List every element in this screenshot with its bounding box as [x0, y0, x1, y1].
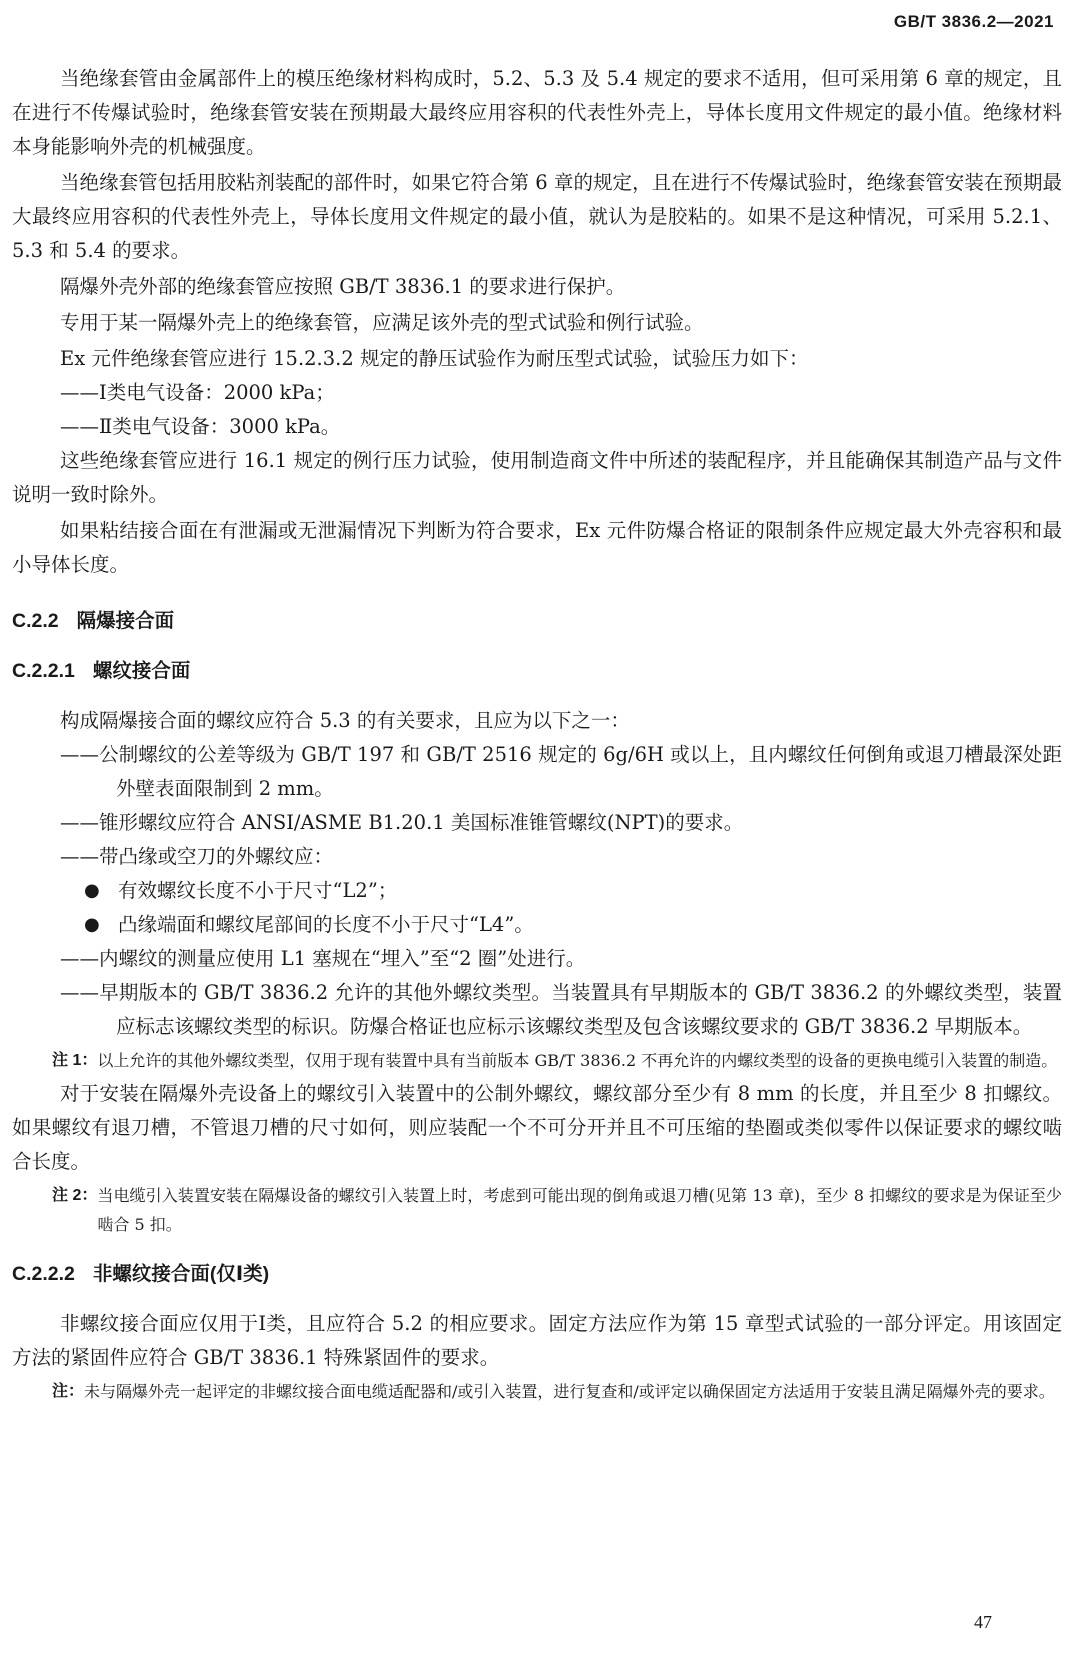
section-heading-c222: [12, 604, 1062, 638]
note-label: 注 2：: [52, 1187, 98, 1204]
section-heading-c2222: [12, 1257, 1062, 1291]
paragraph: 如果粘结接合面在有泄漏或无泄漏情况下判断为符合要求，Ex 元件防爆合格证的限制条件应规定最大外壳容积和最小导体长度。: [12, 519, 1062, 576]
note-label: 注 1：: [52, 1052, 98, 1069]
dash-list-item: ——内螺纹的测量应使用 L1 塞规在“埋入”至“2 圈”处进行。: [60, 947, 586, 970]
paragraph: Ex 元件绝缘套管应进行 15.2.3.2 规定的静压试验作为耐压型式试验，试验压力如下：: [60, 347, 809, 370]
standard-id-header: GB/T 3836.2—2021: [893, 12, 1054, 31]
dash-list-item: ——Ⅰ类电气设备：2000 kPa；: [60, 381, 335, 404]
paragraph: 当绝缘套管由金属部件上的模压绝缘材料构成时，5.2、5.3 及 5.4 规定的要求不适用，但可采用第 6 章的规定，且在进行不传爆试验时，绝缘套管安装在预期最大最终应用容积的代表性外壳上，导体长度用文件规定的最小值。绝缘材料本身能影响外壳的机械强度。: [12, 67, 1062, 158]
section-number: C.2.2: [12, 610, 59, 632]
bullet-text: 凸缘端面和螺纹尾部间的长度不小于尺寸“L4”。: [118, 913, 534, 936]
bullet-text: 有效螺纹长度不小于尺寸“L2”；: [118, 879, 398, 902]
section-number: C.2.2.2: [12, 1263, 75, 1285]
bullet-icon: ●: [84, 914, 100, 935]
paragraph: 当绝缘套管包括用胶粘剂装配的部件时，如果它符合第 6 章的规定，且在进行不传爆试验时，绝缘套管安装在预期最大最终应用容积的代表性外壳上，导体长度用文件规定的最小值，就认为是胶粘的。如果不是这种情况，可采用 5.2.1、5.3 和 5.4 的要求。: [12, 171, 1062, 262]
paragraph: 专用于某一隔爆外壳上的绝缘套管，应满足该外壳的型式试验和例行试验。: [60, 311, 704, 334]
paragraph: 这些绝缘套管应进行 16.1 规定的例行压力试验，使用制造商文件中所述的装配程序，并且能确保其制造产品与文件说明一致时除外。: [12, 449, 1062, 506]
document-body: [12, 62, 1062, 1408]
note-label: 注：: [52, 1383, 85, 1400]
note: [52, 1377, 1062, 1406]
section-title: 非螺纹接合面(仅Ⅰ类): [92, 1263, 270, 1285]
dash-list-item: ——带凸缘或空刀的外螺纹应：: [60, 845, 334, 868]
bullet-list-item: [12, 908, 1062, 942]
dash-list-item: ——公制螺纹的公差等级为 GB/T 197 和 GB/T 2516 规定的 6g/6H 或以上，且内螺纹任何倒角或退刀槽最深处距外壁表面限制到 2 mm。: [60, 743, 1062, 800]
note-text: 当电缆引入装置安装在隔爆设备的螺纹引入装置上时，考虑到可能出现的倒角或退刀槽(见第 13 章)，至少 8 扣螺纹的要求是为保证至少啮合 5 扣。: [97, 1186, 1062, 1234]
note-text: 以上允许的其他外螺纹类型，仅用于现有装置中具有当前版本 GB/T 3836.2 不再允许的内螺纹类型的设备的更换电缆引入装置的制造。: [97, 1051, 1058, 1070]
note-2: [52, 1181, 1062, 1239]
dash-list-item: ——早期版本的 GB/T 3836.2 允许的其他外螺纹类型。当装置具有早期版本的 GB/T 3836.2 的外螺纹类型，装置应标志该螺纹类型的标识。防爆合格证也应标示该螺纹类型及包含该螺纹要求的 GB/T 3836.2 早期版本。: [60, 981, 1062, 1038]
paragraph: 对于安装在隔爆外壳设备上的螺纹引入装置中的公制外螺纹，螺纹部分至少有 8 mm 的长度，并且至少 8 扣螺纹。如果螺纹有退刀槽，不管退刀槽的尺寸如何，则应装配一个不可分开并且不可压缩的垫圈或类似零件以保证要求的螺纹啮合长度。: [12, 1082, 1062, 1173]
bullet-list-item: [12, 874, 1062, 908]
section-heading-c2221: [12, 654, 1062, 688]
section-number: C.2.2.1: [12, 660, 75, 682]
note-text: 未与隔爆外壳一起评定的非螺纹接合面电缆适配器和/或引入装置，进行复查和/或评定以确保固定方法适用于安装且满足隔爆外壳的要求。: [84, 1382, 1055, 1401]
paragraph: 构成隔爆接合面的螺纹应符合 5.3 的有关要求，且应为以下之一：: [60, 709, 630, 732]
paragraph: 隔爆外壳外部的绝缘套管应按照 GB/T 3836.1 的要求进行保护。: [60, 275, 626, 298]
dash-list-item: ——Ⅱ类电气设备：3000 kPa。: [60, 415, 341, 438]
section-title: 螺纹接合面: [92, 660, 191, 682]
note-1: [52, 1046, 1062, 1075]
bullet-icon: ●: [84, 880, 100, 901]
paragraph: 非螺纹接合面应仅用于Ⅰ类，且应符合 5.2 的相应要求。固定方法应作为第 15 章型式试验的一部分评定。用该固定方法的紧固件应符合 GB/T 3836.1 特殊紧固件的要求。: [12, 1312, 1062, 1369]
section-title: 隔爆接合面: [76, 610, 175, 632]
dash-list-item: ——锥形螺纹应符合 ANSI/ASME B1.20.1 美国标准锥管螺纹(NPT)的要求。: [60, 811, 744, 834]
page-number: 47: [974, 1612, 992, 1632]
